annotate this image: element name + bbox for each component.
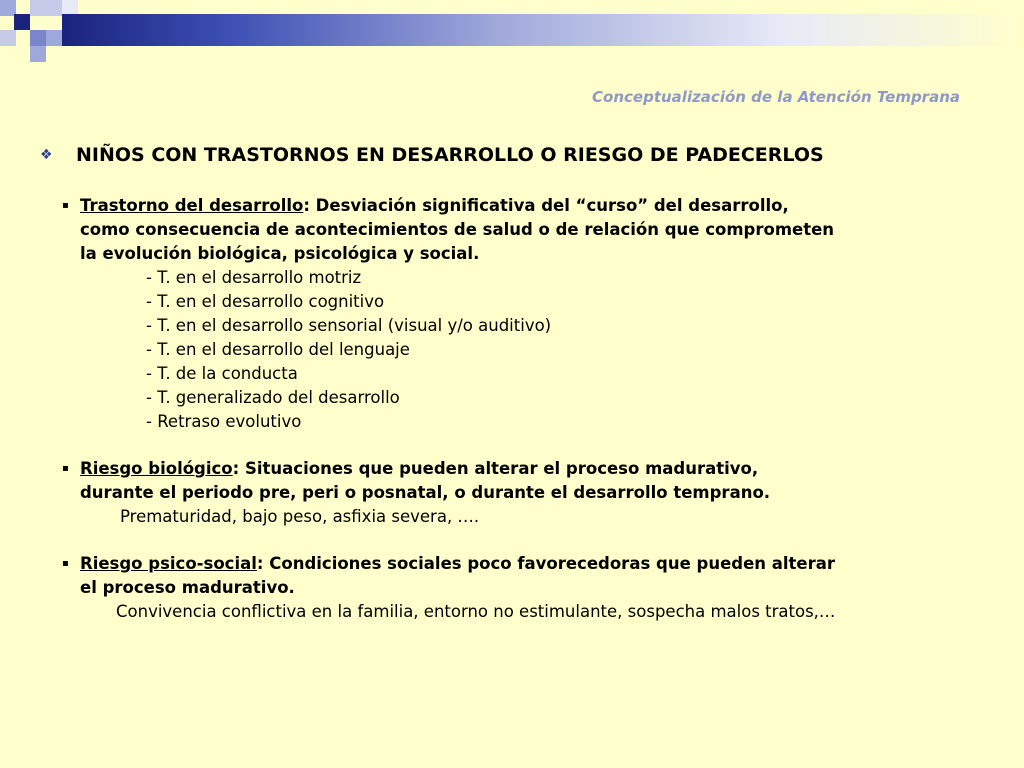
slide-heading xyxy=(40,144,1000,166)
term-label: Riesgo biológico xyxy=(80,459,233,478)
example-text: Convivencia conflictiva en la familia, entorno no estimulante, sospecha malos tratos,… xyxy=(116,602,836,621)
header-decoration xyxy=(0,0,1024,64)
section-trastorno xyxy=(62,194,1002,434)
example-text: Prematuridad, bajo peso, asfixia severa, …. xyxy=(120,507,480,526)
list-item: - Retraso evolutivo xyxy=(146,412,302,431)
section-first-line xyxy=(62,194,1002,218)
section-riesgo-psicosocial xyxy=(62,552,1002,624)
list-item: - T. generalizado del desarrollo xyxy=(146,388,400,407)
list-item: - T. en el desarrollo del lenguaje xyxy=(146,340,410,359)
term-label: Trastorno del desarrollo xyxy=(80,196,304,215)
square-bullet-icon: ▪ xyxy=(62,463,69,474)
definition-text: el proceso madurativo. xyxy=(80,578,295,597)
definition-text: : Situaciones que pueden alterar el proceso madurativo, xyxy=(232,459,759,478)
list-item: - T. en el desarrollo motriz xyxy=(146,268,362,287)
square-bullet-icon: ▪ xyxy=(62,558,69,569)
deco-square xyxy=(0,30,16,46)
deco-square xyxy=(46,0,62,16)
slide-subtitle: Conceptualización de la Atención Temprana xyxy=(592,88,960,106)
deco-square xyxy=(30,46,46,62)
definition-text: la evolución biológica, psicológica y social. xyxy=(80,244,480,263)
section-first-line xyxy=(62,457,1002,481)
definition-text: como consecuencia de acontecimientos de salud o de relación que comprometen xyxy=(80,220,835,239)
term-label: Riesgo psico-social xyxy=(80,554,257,573)
deco-square xyxy=(30,30,46,46)
deco-square xyxy=(46,30,62,46)
definition-text: : Desviación significativa del “curso” del desarrollo, xyxy=(303,196,789,215)
list-item: - T. en el desarrollo sensorial (visual y/o auditivo) xyxy=(146,316,552,335)
heading-text: NIÑOS CON TRASTORNOS EN DESARROLLO O RIESGO DE PADECERLOS xyxy=(76,144,824,166)
list-item: - T. de la conducta xyxy=(146,364,298,383)
definition-text: durante el periodo pre, peri o posnatal, o durante el desarrollo temprano. xyxy=(80,483,771,502)
deco-square xyxy=(30,0,46,16)
list-item: - T. en el desarrollo cognitivo xyxy=(146,292,385,311)
section-first-line xyxy=(62,552,1002,576)
square-bullet-icon: ▪ xyxy=(62,200,69,211)
header-gradient-bar xyxy=(62,14,1024,46)
definition-text: : Condiciones sociales poco favorecedoras que pueden alterar xyxy=(256,554,836,573)
diamond-bullet-icon: ❖ xyxy=(40,147,53,163)
section-riesgo-biologico xyxy=(62,457,1002,529)
deco-square xyxy=(14,14,30,30)
